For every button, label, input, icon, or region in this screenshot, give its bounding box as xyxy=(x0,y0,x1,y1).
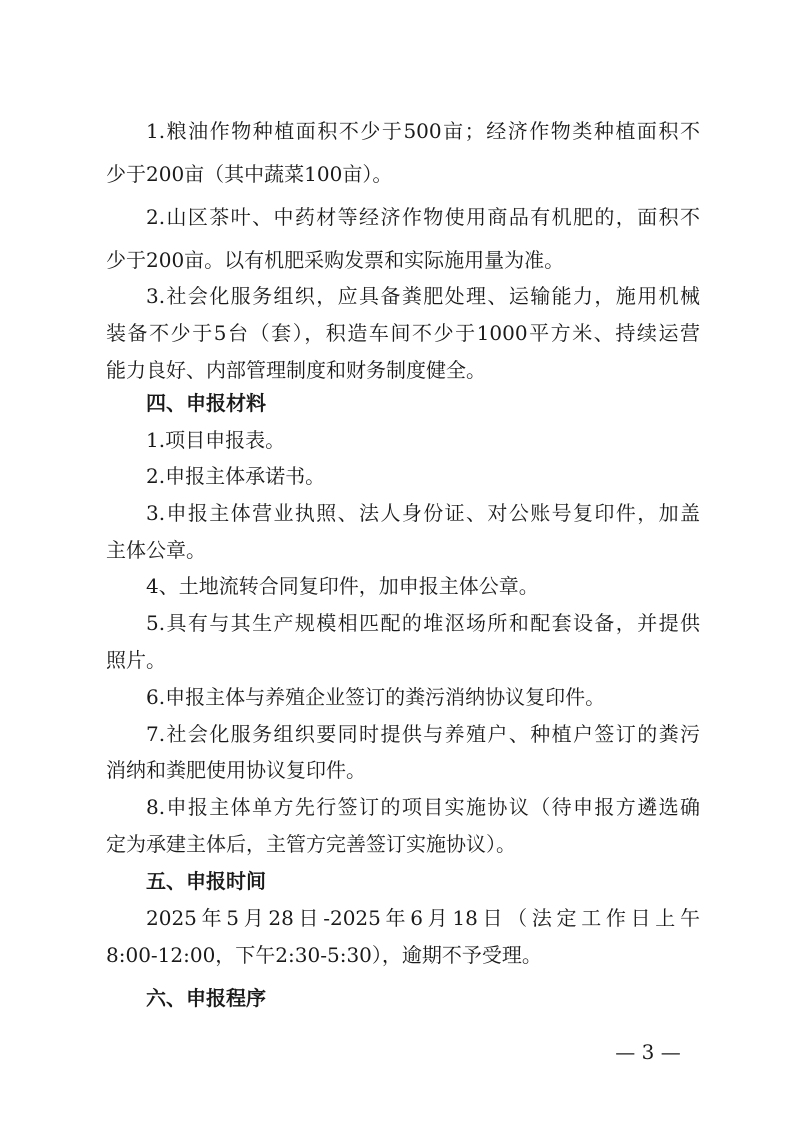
list-item: 8.申报主体单方先行签订的项目实施协议（待申报方遴选确 xyxy=(146,795,700,819)
paragraph-line: 消纳和粪肥使用协议复印件。 xyxy=(106,758,366,782)
paragraph-line: 装备不少于5台（套），积造车间不少于1000平方米、持续运营 xyxy=(106,321,700,345)
list-item: 3.申报主体营业执照、法人身份证、对公账号复印件，加盖 xyxy=(146,501,700,525)
paragraph-line: 主体公章。 xyxy=(106,538,206,562)
paragraph-line: 定为承建主体后，主管方完善签订实施协议）。 xyxy=(106,832,516,856)
list-item: 2.申报主体承诺书。 xyxy=(146,464,326,488)
paragraph-line: 2.山区茶叶、中药材等经济作物使用商品有机肥的，面积不 xyxy=(146,205,700,229)
page-number: — 3 — xyxy=(615,1040,681,1064)
list-item: 7.社会化服务组织要同时提供与养殖户、种植户签订的粪污 xyxy=(146,722,700,746)
list-item: 6.申报主体与养殖企业签订的粪污消纳协议复印件。 xyxy=(146,685,606,709)
paragraph-line: 8:00-12:00，下午2:30-5:30），逾期不予受理。 xyxy=(106,943,542,967)
section-heading: 四、申报材料 xyxy=(146,391,266,415)
paragraph-line: 少于200亩（其中蔬菜100亩）。 xyxy=(106,162,393,186)
paragraph-line: 照片。 xyxy=(106,648,166,672)
paragraph-line: 2025年5月28日-2025年6月18日（法定工作日上午 xyxy=(146,906,700,930)
list-item: 1.项目申报表。 xyxy=(146,428,286,452)
paragraph-line: 能力良好、内部管理制度和财务制度健全。 xyxy=(106,358,486,382)
section-heading: 六、申报程序 xyxy=(146,986,266,1010)
paragraph-line: 1.粮油作物种植面积不少于500亩；经济作物类种植面积不 xyxy=(146,119,700,143)
paragraph-line: 少于200亩。以有机肥采购发票和实际施用量为准。 xyxy=(106,248,565,272)
list-item: 4、土地流转合同复印件，加申报主体公章。 xyxy=(146,574,539,598)
list-item: 5.具有与其生产规模相匹配的堆沤场所和配套设备，并提供 xyxy=(146,611,700,635)
paragraph-line: 3.社会化服务组织，应具备粪肥处理、运输能力，施用机械 xyxy=(146,284,700,308)
section-heading: 五、申报时间 xyxy=(146,869,266,893)
